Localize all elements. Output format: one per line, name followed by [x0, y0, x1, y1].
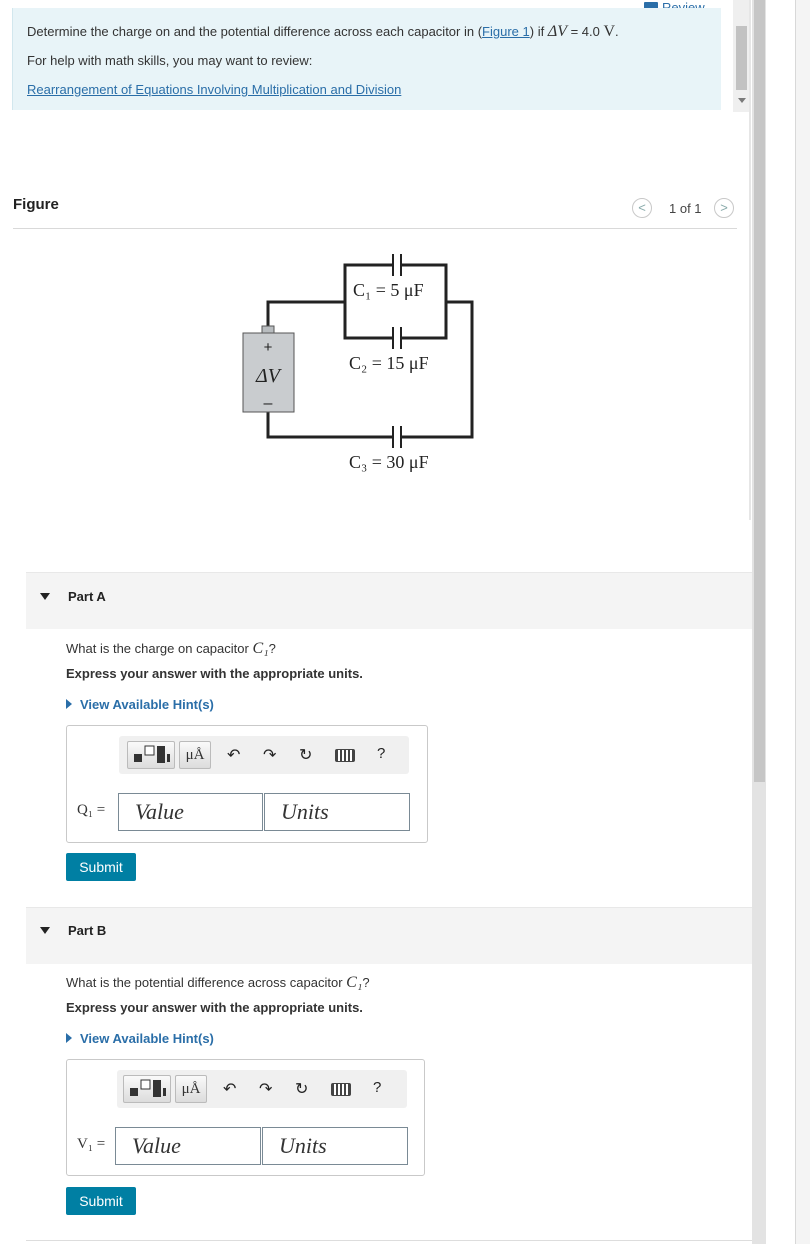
- part-a-question: What is the charge on capacitor C₁?: [66, 640, 276, 657]
- units-button[interactable]: μÅ: [175, 1075, 207, 1103]
- part-b-question: What is the potential difference across capacitor C₁?: [66, 974, 370, 991]
- part-a-header[interactable]: [26, 572, 752, 629]
- part-b-answer-box: [66, 1059, 425, 1176]
- part-a-toolbar: [119, 736, 409, 774]
- redo-icon[interactable]: ↷: [259, 1081, 273, 1098]
- collapse-triangle-icon[interactable]: [40, 593, 50, 600]
- help-text: For help with math skills, you may want to review:: [27, 53, 313, 68]
- part-b-header[interactable]: [26, 907, 752, 964]
- battery-terminal: [262, 326, 274, 333]
- template-icon: [128, 742, 174, 768]
- keyboard-icon[interactable]: [331, 1083, 351, 1096]
- battery-plus: +: [263, 339, 273, 356]
- battery-label: ΔV: [256, 365, 280, 387]
- c1-label: C₁ = 5 μF: [353, 280, 424, 300]
- figure-title: Figure: [13, 196, 59, 213]
- part-b-instruction: Express your answer with the appropriate units.: [66, 1000, 363, 1015]
- figure-pager: 1 of 1: [669, 201, 702, 216]
- part-b-value-input[interactable]: Value: [115, 1127, 261, 1165]
- caret-right-icon: [66, 699, 72, 709]
- part-a-units-input[interactable]: Units: [264, 793, 410, 831]
- units-button[interactable]: μÅ: [179, 741, 211, 769]
- template-button[interactable]: [127, 741, 175, 769]
- math-review-link[interactable]: Rearrangement of Equations Involving Multiplication and Division: [27, 82, 402, 97]
- circuit-diagram: [0, 0, 810, 520]
- reset-icon[interactable]: ↻: [295, 1081, 309, 1098]
- part-a-answer-box: [66, 725, 428, 843]
- help-icon[interactable]: ?: [373, 1079, 382, 1096]
- part-b-toolbar: [117, 1070, 407, 1108]
- collapse-triangle-icon[interactable]: [40, 927, 50, 934]
- part-b-variable: V₁ =: [77, 1136, 106, 1152]
- template-icon: [124, 1076, 170, 1102]
- chevron-right-icon: >: [720, 200, 728, 215]
- part-a-submit-button[interactable]: Submit: [66, 853, 136, 881]
- undo-icon[interactable]: ↶: [227, 747, 241, 764]
- part-b-label: Part B: [68, 923, 107, 938]
- keyboard-icon[interactable]: [335, 749, 355, 762]
- part-a-label: Part A: [68, 589, 106, 604]
- c2-label: C₂ = 15 μF: [349, 353, 429, 373]
- redo-icon[interactable]: ↷: [263, 747, 277, 764]
- part-a-hint-toggle[interactable]: View Available Hint(s): [66, 697, 214, 712]
- part-b-submit-button[interactable]: Submit: [66, 1187, 136, 1215]
- caret-right-icon: [66, 1033, 72, 1043]
- part-b-units-input[interactable]: Units: [262, 1127, 408, 1165]
- undo-icon[interactable]: ↶: [223, 1081, 237, 1098]
- part-a-variable: Q₁ =: [77, 802, 106, 818]
- part-a-instruction: Express your answer with the appropriate units.: [66, 666, 363, 681]
- reset-icon[interactable]: ↻: [299, 747, 313, 764]
- part-a-value-input[interactable]: Value: [118, 793, 263, 831]
- help-icon[interactable]: ?: [377, 745, 386, 762]
- problem-statement: Determine the charge on and the potential difference across each capacitor in (Figure 1) if ΔV = 4.0 V.: [27, 23, 619, 40]
- c3-label: C₃ = 30 μF: [349, 452, 429, 472]
- part-b-hint-toggle[interactable]: View Available Hint(s): [66, 1031, 214, 1046]
- bottom-divider: [26, 1240, 752, 1241]
- template-button[interactable]: [123, 1075, 171, 1103]
- chevron-left-icon: <: [638, 200, 646, 215]
- battery-minus: –: [263, 395, 273, 412]
- figure-link[interactable]: Figure 1: [482, 24, 530, 39]
